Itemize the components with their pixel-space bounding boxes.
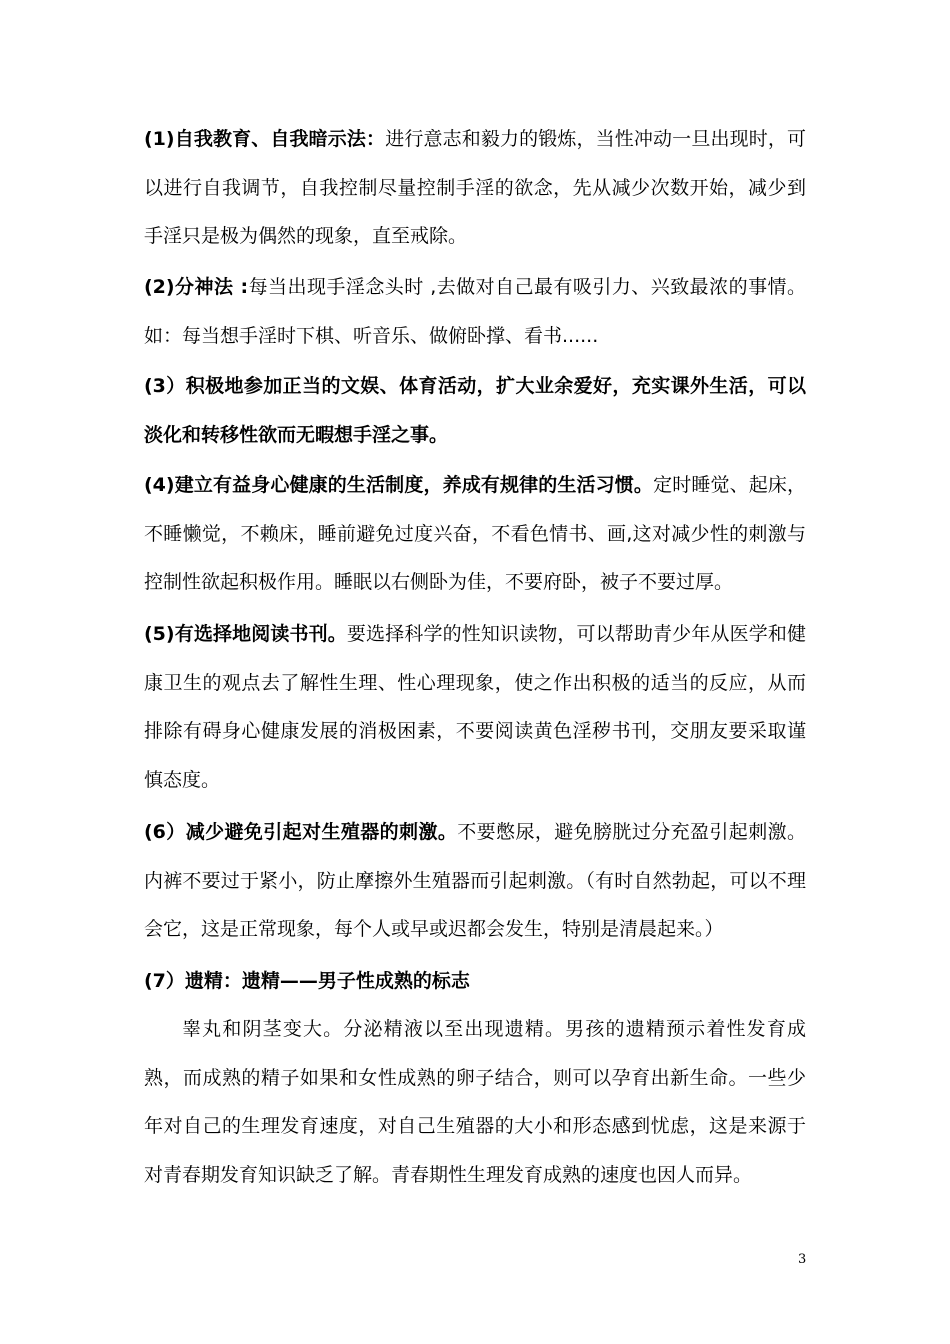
paragraph-5-body: 要选择科学的性知识读物，可以帮助青少年从医学和健康卫生的观点去了解性生理、性心理现象，使之作出积极的适当的反应，从而排除有碍身心健康发展的消极困素，不要阅读黄色淫秽书刊，交朋友要采取谨慎态度。 — [144, 623, 806, 791]
paragraph-2 — [144, 263, 806, 360]
paragraph-3 — [144, 362, 806, 459]
paragraph-2-body: 每当出现手淫念头时 ,去做对自己最有吸引力、兴致最浓的事情。如：每当想手淫时下棋、听音乐、做俯卧撑、看书...... — [144, 276, 806, 347]
paragraph-5 — [144, 610, 806, 804]
paragraph-7 — [144, 957, 806, 1006]
paragraph-8-body: 睾丸和阴茎变大。分泌精液以至出现遗精。男孩的遗精预示着性发育成熟，而成熟的精子如果和女性成熟的卵子结合，则可以孕育出新生命。一些少年对自己的生理发育速度，对自己生殖器的大小和形态感到忧虑，这是来源于对青春期发育知识缺乏了解。青春期性生理发育成熟的速度也因人而异。 — [144, 1018, 806, 1186]
paragraph-5-heading: (5)有选择地阅读书刊。 — [144, 623, 347, 645]
paragraph-8 — [144, 1005, 806, 1199]
paragraph-1-body: 进行意志和毅力的锻炼，当性冲动一旦出现时，可以进行自我调节，自我控制尽量控制手淫的欲念，先从减少次数开始，减少到手淫只是极为偶然的现象，直至戒除。 — [144, 128, 806, 247]
paragraph-4 — [144, 461, 806, 607]
paragraph-4-body: 定时睡觉、起床，不睡懒觉，不赖床，睡前避免过度兴奋，不看色情书、画,这对减少性的刺激与控制性欲起积极作用。睡眠以右侧卧为佳，不要府卧，被子不要过厚。 — [144, 474, 806, 593]
page-number: 3 — [798, 1252, 807, 1267]
paragraph-6 — [144, 808, 806, 954]
paragraph-2-heading: (2)分神法 : — [144, 276, 249, 298]
paragraph-6-heading: (6）减少避免引起对生殖器的刺激。 — [144, 821, 458, 843]
paragraph-3-heading: (3）积极地参加正当的文娱、体育活动，扩大业余爱好，充实课外生活，可以淡化和转移性欲而无暇想手淫之事。 — [144, 375, 806, 446]
paragraph-4-heading: (4)建立有益身心健康的生活制度，养成有规律的生活习惯。 — [144, 474, 654, 496]
paragraph-1-heading: (1)自我教育、自我暗示法： — [144, 128, 386, 150]
paragraph-1 — [144, 115, 806, 261]
paragraph-6-body: 不要憋尿，避免膀胱过分充盈引起刺激。 内裤不要过于紧小，防止摩擦外生殖器而引起刺激。（有时自然勃起，可以不理会它，这是正常现象，每个人或早或迟都会发生，特别是清晨起来。） — [144, 821, 806, 940]
paragraph-7-heading: (7）遗精：遗精——男子性成熟的标志 — [144, 970, 470, 992]
